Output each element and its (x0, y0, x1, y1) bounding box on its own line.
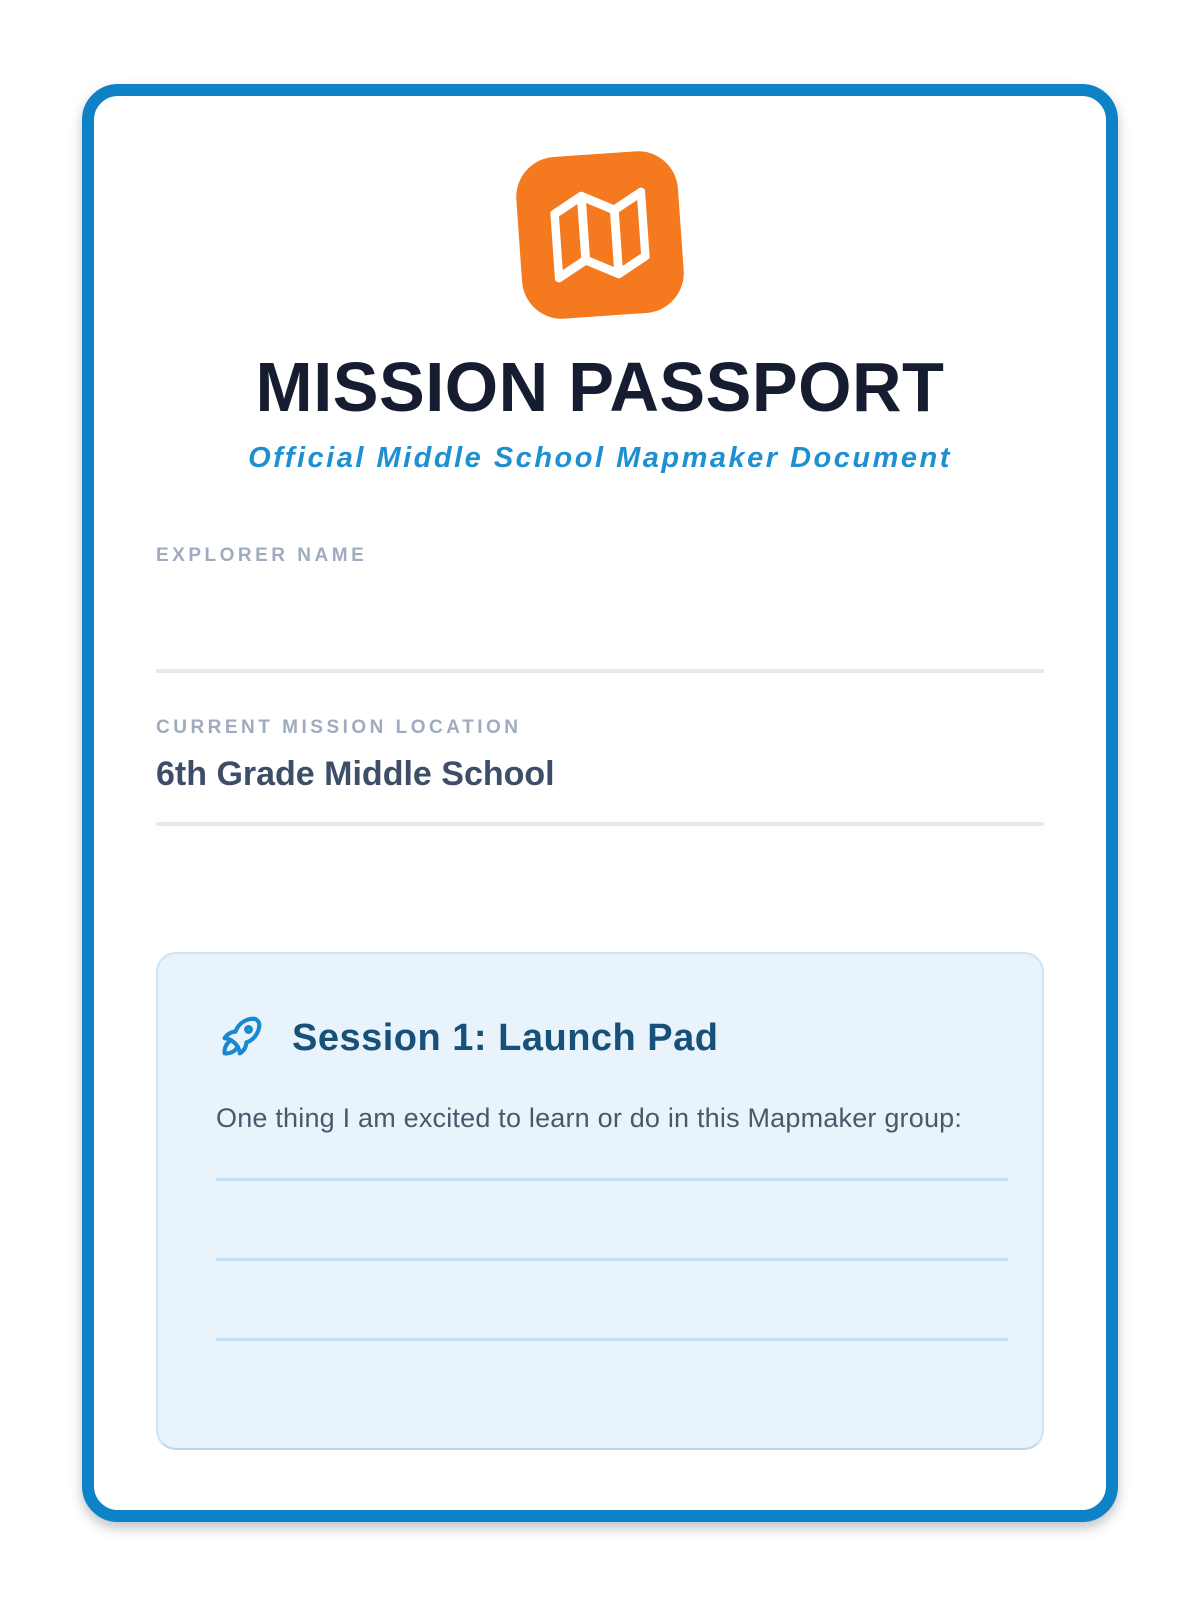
session-title: Session 1: Launch Pad (292, 1017, 719, 1059)
page-subtitle: Official Middle School Mapmaker Document (248, 442, 952, 474)
session-write-lines (216, 1178, 1008, 1341)
map-icon-glyph (549, 184, 651, 286)
rocket-icon (216, 1010, 268, 1067)
session-header (216, 1010, 1008, 1067)
explorer-name-write-line[interactable] (156, 669, 1044, 673)
write-line[interactable] (216, 1178, 1008, 1181)
explorer-name-label: EXPLORER NAME (156, 545, 368, 566)
page-title: MISSION PASSPORT (255, 348, 945, 426)
passport-card (82, 84, 1118, 1522)
mission-location-field (156, 717, 1044, 826)
explorer-name-field (156, 545, 1044, 673)
session-prompt: One thing I am excited to learn or do in this Mapmaker group: (216, 1103, 963, 1133)
session-1-card (156, 952, 1044, 1450)
write-line[interactable] (216, 1258, 1008, 1261)
mission-location-value: 6th Grade Middle School (156, 755, 555, 793)
write-line[interactable] (216, 1338, 1008, 1341)
mission-location-write-line[interactable] (156, 822, 1044, 826)
mission-location-label: CURRENT MISSION LOCATION (156, 717, 522, 738)
map-icon (514, 149, 687, 322)
